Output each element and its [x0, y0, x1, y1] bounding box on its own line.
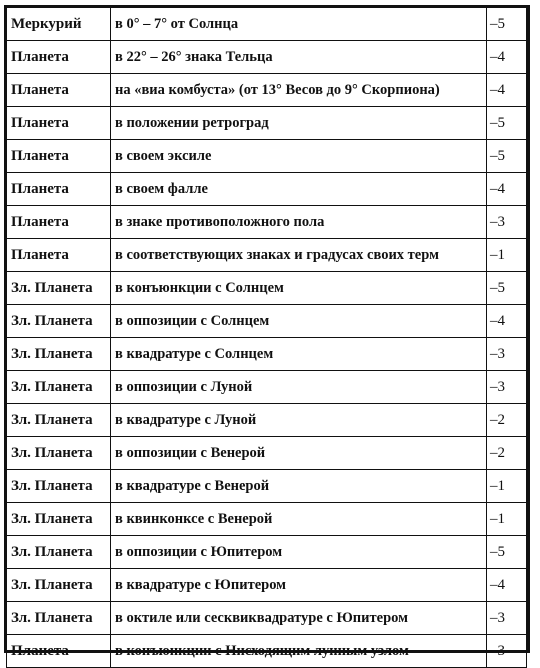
planet-cell: Зл. Планета — [7, 569, 111, 602]
planet-cell: Зл. Планета — [7, 602, 111, 635]
score-cell: –5 — [487, 8, 527, 41]
table-row — [7, 107, 527, 140]
table-row — [7, 371, 527, 404]
table-row — [7, 206, 527, 239]
table-row — [7, 602, 527, 635]
score-cell: –4 — [487, 569, 527, 602]
table-row — [7, 74, 527, 107]
score-cell: –3 — [487, 602, 527, 635]
score-cell: –3 — [487, 206, 527, 239]
condition-cell: на «виа комбуста» (от 13° Весов до 9° Скорпиона) — [111, 74, 487, 107]
planet-cell: Зл. Планета — [7, 404, 111, 437]
score-cell: –3 — [487, 338, 527, 371]
score-cell: –5 — [487, 107, 527, 140]
planet-cell: Зл. Планета — [7, 371, 111, 404]
score-cell: –4 — [487, 305, 527, 338]
condition-cell: в квадратуре с Юпитером — [111, 569, 487, 602]
condition-cell: в положении ретроград — [111, 107, 487, 140]
table-row — [7, 404, 527, 437]
score-cell: –5 — [487, 140, 527, 173]
score-cell: –4 — [487, 173, 527, 206]
condition-cell: в своем фалле — [111, 173, 487, 206]
condition-cell: в 22° – 26° знака Тельца — [111, 41, 487, 74]
score-cell: –1 — [487, 239, 527, 272]
planet-cell: Планета — [7, 635, 111, 668]
score-cell: –4 — [487, 41, 527, 74]
planet-cell: Зл. Планета — [7, 272, 111, 305]
table-row — [7, 437, 527, 470]
condition-cell: в знаке противоположного пола — [111, 206, 487, 239]
table-body — [7, 8, 527, 668]
planet-cell: Зл. Планета — [7, 437, 111, 470]
table-row — [7, 41, 527, 74]
condition-cell: в конъюнкции с Нисходящим лунным узлом — [111, 635, 487, 668]
planet-cell: Зл. Планета — [7, 536, 111, 569]
condition-cell: в квадратуре с Луной — [111, 404, 487, 437]
condition-cell: в конъюнкции с Солнцем — [111, 272, 487, 305]
planet-cell: Зл. Планета — [7, 305, 111, 338]
condition-cell: в квадратуре с Венерой — [111, 470, 487, 503]
score-cell: –2 — [487, 437, 527, 470]
table-row — [7, 8, 527, 41]
condition-cell: в 0° – 7° от Солнца — [111, 8, 487, 41]
planet-cell: Меркурий — [7, 8, 111, 41]
table-row — [7, 470, 527, 503]
condition-cell: в оппозиции с Солнцем — [111, 305, 487, 338]
table-row — [7, 569, 527, 602]
score-cell: –3 — [487, 635, 527, 668]
planet-cell: Планета — [7, 173, 111, 206]
table-row — [7, 239, 527, 272]
table-row — [7, 140, 527, 173]
planet-cell: Планета — [7, 239, 111, 272]
score-cell: –5 — [487, 272, 527, 305]
condition-cell: в октиле или сесквиквадратуре с Юпитером — [111, 602, 487, 635]
score-cell: –3 — [487, 371, 527, 404]
score-cell: –4 — [487, 74, 527, 107]
condition-cell: в оппозиции с Юпитером — [111, 536, 487, 569]
condition-cell: в квадратуре с Солнцем — [111, 338, 487, 371]
condition-cell: в оппозиции с Венерой — [111, 437, 487, 470]
score-cell: –5 — [487, 536, 527, 569]
score-cell: –1 — [487, 503, 527, 536]
planet-cell: Планета — [7, 107, 111, 140]
condition-cell: в квинконксе с Венерой — [111, 503, 487, 536]
score-cell: –2 — [487, 404, 527, 437]
table-row — [7, 305, 527, 338]
planet-cell: Зл. Планета — [7, 470, 111, 503]
planet-cell: Планета — [7, 206, 111, 239]
condition-cell: в соответствующих знаках и градусах своих терм — [111, 239, 487, 272]
planet-cell: Планета — [7, 41, 111, 74]
table-row — [7, 536, 527, 569]
table-row — [7, 503, 527, 536]
planet-cell: Планета — [7, 140, 111, 173]
planet-cell: Зл. Планета — [7, 338, 111, 371]
score-cell: –1 — [487, 470, 527, 503]
planet-cell: Планета — [7, 74, 111, 107]
table-row — [7, 173, 527, 206]
table-row — [7, 272, 527, 305]
debility-table — [6, 7, 527, 668]
planet-cell: Зл. Планета — [7, 503, 111, 536]
table-row — [7, 338, 527, 371]
condition-cell: в своем эксиле — [111, 140, 487, 173]
condition-cell: в оппозиции с Луной — [111, 371, 487, 404]
